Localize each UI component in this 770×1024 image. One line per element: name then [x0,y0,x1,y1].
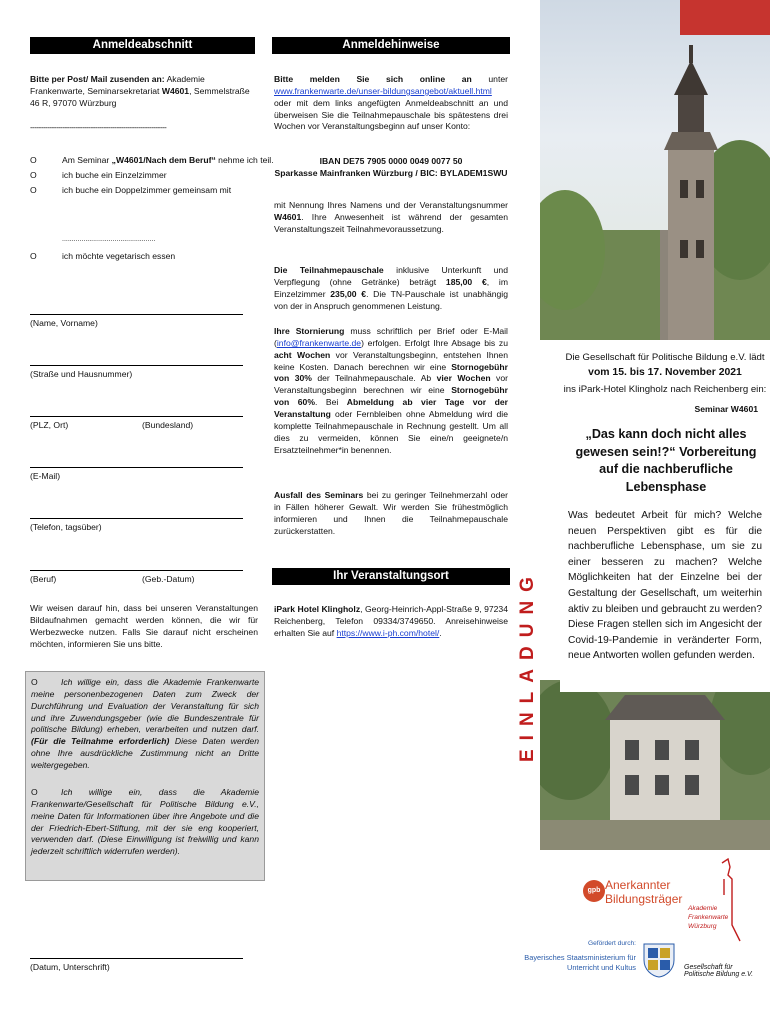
gpb-circle-logo: gpb [583,880,605,902]
checkbox-circle[interactable]: O [30,185,37,195]
online-registration: Bitte melden Sie sich online an unter www.frankenwarte.de/unser-bildungsangebot/aktuell.html oder mit dem links angefügten Anmeldeabschnitt an und überweisen Sie die Teilnahmepauschale bis spätestens drei Wochen vor Veranstaltungsbeginn auf unser Konto: [274,74,508,132]
fee-paragraph: Die Teilnahmepauschale inklusive Unterkunft und Verpflegung (ohne Getränke) beträgt 185,00 €, im Einzelzimmer 235,00 €. Die TN-Pauschale ist unabhängig von der in Anspruch genommenen Leistung. [274,265,508,311]
plz-state-field[interactable]: (PLZ, Ort) (Bundesland) [30,416,243,430]
venue-paragraph: iPark Hotel Klingholz, Georg-Heinrich-Appl-Straße 9, 97234 Reichenberg, Telefon 09334/3749650. Anreisehinweise erhalten Sie auf https://www.i-ph.com/hotel/. [274,604,508,638]
name-field[interactable]: (Name, Vorname) [30,314,243,328]
accredited-badge: gpb Anerkannter Bildungsträger [583,878,693,918]
building-illustration [540,680,770,850]
signature-field[interactable]: (Datum, Unterschrift) [30,958,243,972]
email-link[interactable]: info@frankenwarte.de [276,337,362,348]
consent-information[interactable]: O Ich willige ein, dass die Akademie Frankenwarte/Gesellschaft für Politische Bildung e.V., meine Daten für Informationen über ihre Angebote und die der Friedrich-Ebert-Stiftung, mit der sie eng kooperiert, verwenden darf. (Diese Einwilligung ist freiwillig und kann jederzeit schriftlich widerrufen werden). [31,787,259,857]
event-place: ins iPark-Hotel Klingholz nach Reichenberg ein: [563,384,767,395]
consent-box [25,671,265,881]
seminar-number: Seminar W4601 [694,404,758,414]
photo-notice: Wir weisen darauf hin, dass bei unseren Veranstaltungen Bildaufnahmen gemacht werden können, die wir für Werbezwecke nutzen. Falls Sie darauf nicht erscheinen möchten, informieren Sie uns bitte. [30,603,258,649]
tower-illustration [540,0,770,340]
cancellation-by-organizer: Ausfall des Seminars bei zu geringer Teilnehmerzahl oder in Fällen höherer Gewalt. Wir werden Sie frühestmöglich informieren und Ihnen die Teilnahmepauschale zurückerstatten. [274,490,508,536]
instructions-header: Anmeldehinweise [272,37,510,54]
seminar-title: „Das kann doch nicht alles gewesen sein!?“ Vorbereitung auf die nachberufliche Lebensphase [575,427,757,494]
checkbox-circle[interactable]: O [31,787,38,797]
sponsor-block: Gefördert durch: Bayerisches Staatsministerium für Unterricht und Kultus [518,940,678,980]
gpb-footer: Gesellschaft für Politische Bildung e.V. [684,964,754,978]
cancellation-paragraph: Ihre Stornierung muss schriftlich per Brief oder E-Mail (info@frankenwarte.de) erfolgen. Erfolgt Ihre Absage bis zu acht Wochen vor Veranstaltungsbeginn, entstehen Ihnen keine Kosten. Danach berechnen wir eine Stornogebühr von 30% der Teilnahmepauschale. Ab vier Wochen vor Veranstaltungsbeginn berechnen wir eine Stornogebühr von 60%. Bei Abmeldung ab vier Tage vor der Veranstaltung oder Fernbleiben ohne Abmeldung wird die komplette Teilnahmepauschale in Rechnung gestellt. Um all dies zu vermeiden, können Sie eine/n geeignete/n Ersatzteilnehmer*in benennen. [274,326,508,455]
job-birth-field[interactable]: (Beruf) (Geb.-Datum) [30,570,243,584]
building-photo [540,680,770,850]
checkbox-circle[interactable]: O [31,677,38,687]
consent-evaluation[interactable]: O Ich willige ein, dass die Akademie Frankenwarte meine personenbezogenen Daten zum Zweck der Durchführung und Evaluation der Veranstaltung für sich und ihre Zuwendungsgeber (wie die Bundeszentrale für politische Bildung) erheben, verarbeiten und nutzen darf. (Für die Teilnahme erforderlich) Diese Daten werden ohne Ihre ausdrückliche Zustimmung nicht an Dritte weitergegeben. [31,677,259,771]
bavaria-coat-of-arms-icon [642,940,676,978]
checkbox-circle[interactable]: O [30,170,37,180]
hotel-link[interactable]: https://www.i-ph.com/hotel/ [336,627,440,638]
mail-address: Bitte per Post/ Mail zusenden an: Akademie Frankenwarte, Seminarsekretariat W4601, Semmelstraße 46 R, 97070 Würzburg [30,74,250,108]
intro-line: Die Gesellschaft für Politische Bildung e.V. lädt [565,352,765,363]
invitation-vertical-title: EINLADUNG [517,568,538,762]
tower-photo [540,0,770,340]
program-link[interactable]: www.frankenwarte.de/unser-bildungsangebot/aktuell.html [274,85,492,96]
seminar-description: Was bedeutet Arbeit für mich? Welche neuen Perspektiven gibt es für die nachberufliche Lebensphase, um sie zu einer besseren zu machen? Welche Möglichkeiten hat der Einzelne bei der Gestaltung der Gesellschaft, um weiterhin aktiv zu bleiben und gebraucht zu werden? Diese Fragen stellen sich im Angesicht der Covid-19-Pandemie in veränderter Form, neue Antworten wollen gefunden werden. [568,510,762,662]
checkbox-circle[interactable]: O [30,251,37,261]
announcement-panel [560,340,770,692]
checkbox-circle[interactable]: O [30,155,37,165]
event-dates: vom 15. bis 17. November 2021 [588,367,742,378]
venue-header: Ihr Veranstaltungsort [272,568,510,585]
street-field[interactable]: (Straße und Hausnummer) [30,365,243,379]
bank-details: IBAN DE75 7905 0000 0049 0077 50 Sparkasse Mainfranken Würzburg / BIC: BYLADEM1SWU [274,156,508,179]
phone-field[interactable]: (Telefon, tagsüber) [30,518,243,532]
frankenwarte-logo: Akademie Frankenwarte Würzburg [684,855,764,955]
double-room-partner-line[interactable]: ................................................ [62,236,156,243]
email-field[interactable]: (E-Mail) [30,467,243,481]
registration-header: Anmeldeabschnitt [30,37,255,54]
cut-line: --------------------------------------------------------------- [30,123,167,132]
reference-note: mit Nennung Ihres Namens und der Veranstaltungsnummer W4601. Ihre Anwesenheit ist während der gesamten Veranstaltungszeit Teilnahmevoraussetzung. [274,200,508,234]
